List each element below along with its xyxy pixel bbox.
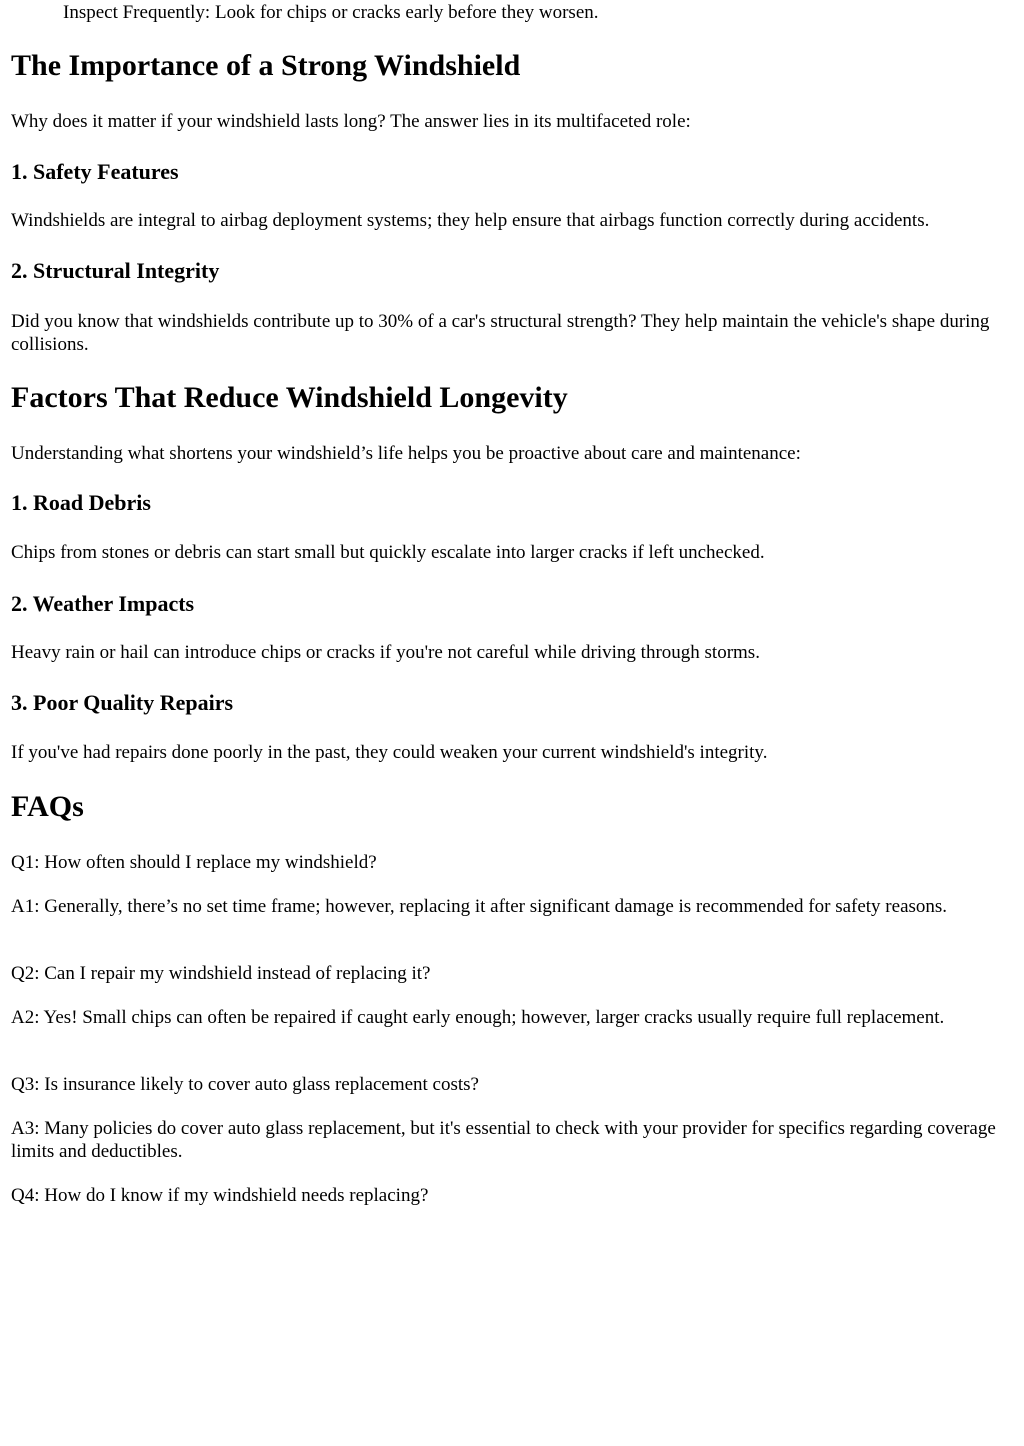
faq-answer: A3: Many policies do cover auto glass replacement, but it's essential to check with your provider for specifics regarding coverage limits and deductibles. bbox=[11, 1118, 996, 1162]
poor-repairs-heading: 3. Poor Quality Repairs bbox=[11, 690, 234, 715]
road-debris-body: Chips from stones or debris can start small but quickly escalate into larger cracks if left unchecked. bbox=[11, 542, 765, 563]
safety-features-body: Windshields are integral to airbag deployment systems; they help ensure that airbags function correctly during accidents. bbox=[11, 210, 930, 231]
faqs-heading: FAQs bbox=[11, 790, 84, 823]
structural-integrity-body: Did you know that windshields contribute up to 30% of a car's structural strength? They help maintain the vehicle's shape during collisions. bbox=[11, 311, 990, 355]
importance-heading: The Importance of a Strong Windshield bbox=[11, 49, 521, 82]
faq-question: Q4: How do I know if my windshield needs replacing? bbox=[11, 1185, 429, 1206]
road-debris-heading: 1. Road Debris bbox=[11, 490, 151, 515]
importance-intro: Why does it matter if your windshield lasts long? The answer lies in its multifaceted role: bbox=[11, 111, 691, 132]
faq-question: Q3: Is insurance likely to cover auto glass replacement costs? bbox=[11, 1074, 479, 1095]
structural-integrity-heading: 2. Structural Integrity bbox=[11, 258, 220, 283]
factors-intro: Understanding what shortens your windshield’s life helps you be proactive about care and maintenance: bbox=[11, 443, 801, 464]
list-item: Inspect Frequently: Look for chips or cracks early before they worsen. bbox=[63, 2, 599, 23]
faq-question: Q2: Can I repair my windshield instead of replacing it? bbox=[11, 963, 431, 984]
poor-repairs-body: If you've had repairs done poorly in the past, they could weaken your current windshield's integrity. bbox=[11, 742, 768, 763]
factors-heading: Factors That Reduce Windshield Longevity bbox=[11, 381, 568, 414]
safety-features-heading: 1. Safety Features bbox=[11, 159, 179, 184]
faq-question: Q1: How often should I replace my windshield? bbox=[11, 852, 377, 873]
weather-impacts-body: Heavy rain or hail can introduce chips or cracks if you're not careful while driving through storms. bbox=[11, 642, 760, 663]
faq-answer: A2: Yes! Small chips can often be repaired if caught early enough; however, larger cracks usually require full replacement. bbox=[11, 1007, 945, 1028]
weather-impacts-heading: 2. Weather Impacts bbox=[11, 591, 195, 616]
faq-answer: A1: Generally, there’s no set time frame; however, replacing it after significant damage is recommended for safety reasons. bbox=[11, 896, 948, 917]
